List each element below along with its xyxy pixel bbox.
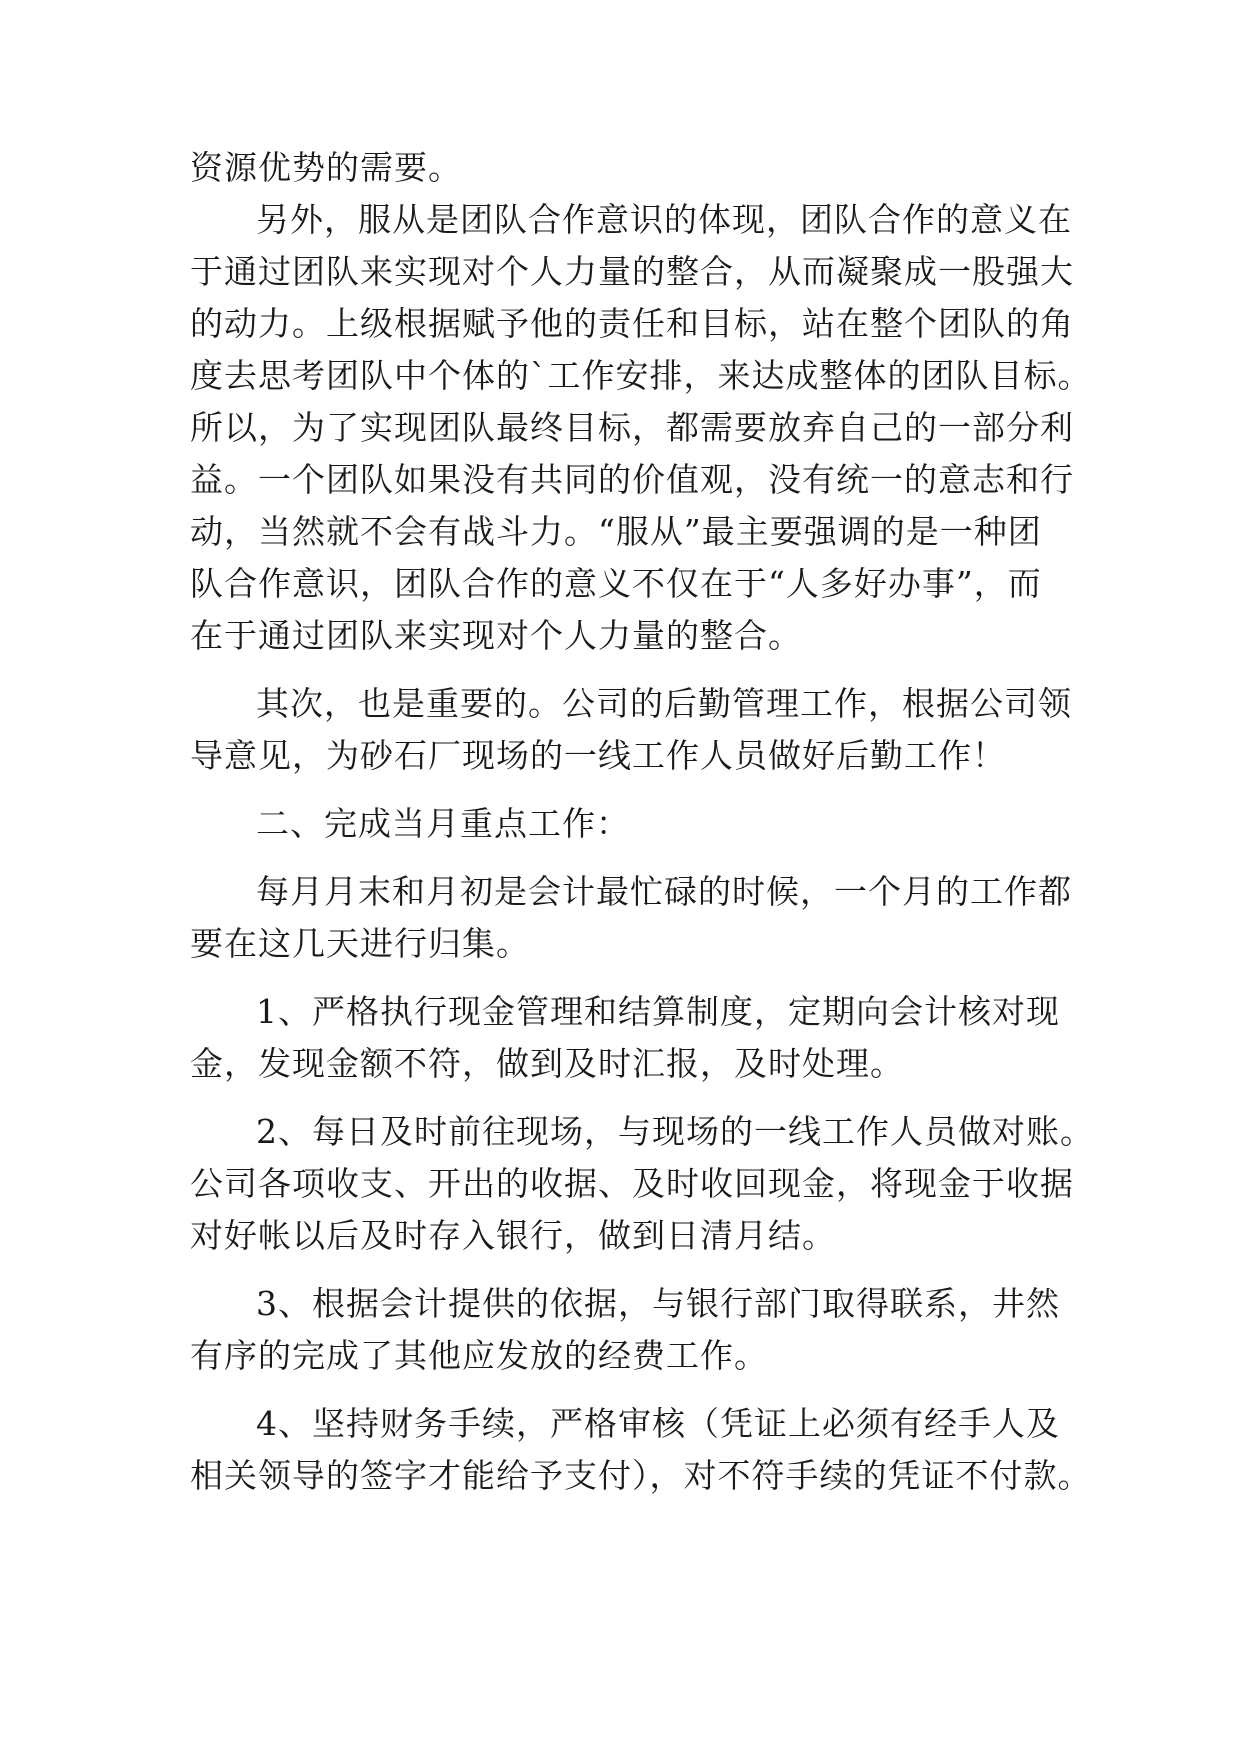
text-line: 动，当然就不会有战斗力。“服从”最主要强调的是一种团 [190,512,1042,551]
text-line: 队合作意识，团队合作的意义不仅在于“人多好办事”，而 [190,564,1042,603]
text-line: 所以，为了实现团队最终目标，都需要放弃自己的一部分利 [190,408,1074,447]
paragraph-start-line: 每月月末和月初是会计最忙碌的时候，一个月的工作都 [256,872,1072,911]
text-line: 在于通过团队来实现对个人力量的整合。 [190,616,802,655]
text-line: 益。一个团队如果没有共同的价值观，没有统一的意志和行 [190,460,1074,499]
list-item-3: 3、根据会计提供的依据，与银行部门取得联系，井然 [256,1284,1060,1323]
text-line: 于通过团队来实现对个人力量的整合，从而凝聚成一股强大 [190,252,1074,291]
section-heading: 二、完成当月重点工作： [256,804,630,843]
list-item-1: 1、严格执行现金管理和结算制度，定期向会计核对现 [256,992,1060,1031]
paragraph-start-line: 其次，也是重要的。公司的后勤管理工作，根据公司领 [256,684,1072,723]
text-line: 公司各项收支、开出的收据、及时收回现金，将现金于收据 [190,1164,1074,1203]
paragraph-start-line: 另外，服从是团队合作意识的体现，团队合作的意义在 [256,200,1072,239]
text-line: 金，发现金额不符，做到及时汇报，及时处理。 [190,1044,904,1083]
text-line: 资源优势的需要。 [190,148,462,187]
text-line: 要在这几天进行归集。 [190,924,530,963]
text-line: 的动力。上级根据赋予他的责任和目标，站在整个团队的角 [190,304,1074,343]
text-line: 度去思考团队中个体的`工作安排，来达成整体的团队目标。 [190,356,1092,395]
list-item-4: 4、坚持财务手续，严格审核（凭证上必须有经手人及 [256,1404,1060,1443]
text-line: 相关领导的签字才能给予支付），对不符手续的凭证不付款。 [190,1456,1092,1495]
text-line: 对好帐以后及时存入银行，做到日清月结。 [190,1216,836,1255]
text-line: 有序的完成了其他应发放的经费工作。 [190,1336,768,1375]
list-item-2: 2、每日及时前往现场，与现场的一线工作人员做对账。 [256,1112,1094,1151]
text-line: 导意见，为砂石厂现场的一线工作人员做好后勤工作！ [190,736,1006,775]
